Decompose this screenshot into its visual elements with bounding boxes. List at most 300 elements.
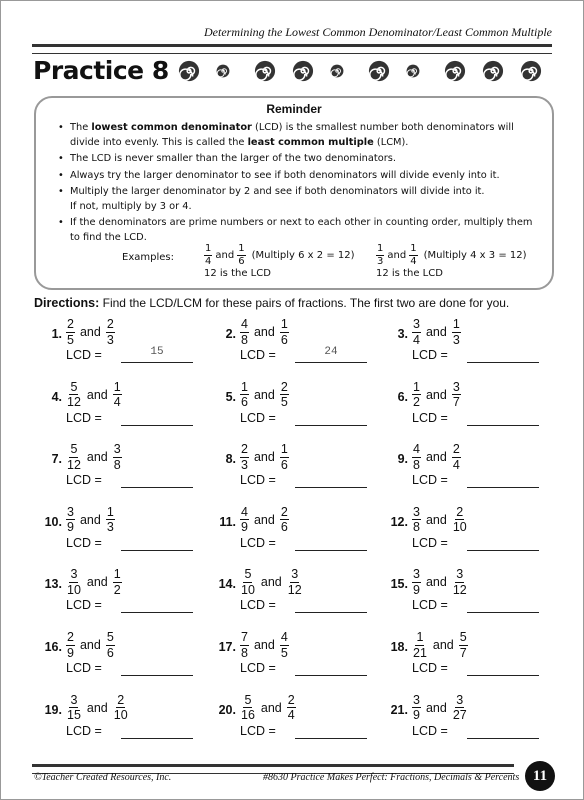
example-2: [376, 244, 527, 279]
numerator: 1: [280, 442, 288, 457]
answer-blank-line: [467, 738, 539, 739]
spiral-icon: [406, 64, 420, 78]
problem-item: [36, 568, 206, 624]
fraction: [376, 244, 384, 267]
answer-blank-line: [121, 487, 193, 488]
lcd-label: LCD =: [240, 473, 276, 488]
fraction: [452, 694, 468, 722]
lcd-label: LCD =: [240, 410, 276, 425]
spiral-icon: [292, 60, 314, 82]
numerator: 1: [238, 243, 245, 254]
answer-blank-line: [467, 675, 539, 676]
denominator: 4: [452, 457, 460, 472]
spiral-icon: [482, 60, 504, 82]
spiral-icon: [520, 60, 542, 82]
numerator: 1: [377, 243, 384, 254]
denominator: 4: [413, 332, 420, 347]
numerator: 2: [452, 442, 460, 457]
denominator: 15: [67, 708, 81, 723]
fraction: [452, 318, 461, 346]
fraction: [106, 631, 115, 659]
fraction: [106, 506, 115, 534]
numerator: 2: [106, 317, 114, 331]
numerator: 2: [456, 504, 464, 519]
fraction: [459, 631, 468, 659]
answer-blank-line: [295, 675, 367, 676]
and-word: and: [425, 325, 447, 339]
problem-item: [382, 318, 552, 374]
denominator: 5: [280, 395, 288, 410]
problem-item: [36, 694, 206, 750]
fraction: [240, 318, 249, 346]
fraction: [240, 631, 249, 659]
answer-blank-line: [295, 612, 367, 613]
problem-number: 16.: [44, 640, 62, 654]
numerator: 1: [106, 504, 114, 519]
fraction-pair: [240, 443, 289, 471]
fraction: [240, 506, 249, 534]
footer-book-title: #8630 Practice Makes Perfect: Fractions, Decimals & Percents: [263, 772, 520, 783]
reminder-bullet: • The LCD is never smaller than the larger of the two denominators.: [54, 152, 544, 167]
denominator: 3: [106, 332, 114, 347]
problem-number: 18.: [390, 640, 408, 654]
fraction-pair: [66, 694, 129, 722]
fraction-pair: [66, 568, 122, 596]
lcd-label: LCD =: [66, 348, 102, 362]
denominator: 4: [205, 256, 212, 267]
numerator: 2: [67, 317, 74, 331]
fraction-pair: [66, 506, 115, 534]
problem-number: 2.: [225, 327, 236, 341]
denominator: 8: [241, 332, 248, 347]
reminder-bullet: • Multiply the larger denominator by 2 and see if both denominators will divide into it. If not, multiply by 3 or 4.: [54, 185, 490, 214]
denominator: 3: [452, 332, 460, 347]
fraction: [412, 568, 421, 596]
fraction: [240, 694, 256, 722]
numerator: 1: [280, 317, 288, 331]
denominator: 8: [413, 457, 420, 472]
denominator: 10: [113, 708, 128, 723]
and-word: and: [79, 638, 101, 652]
example-note: (Multiply 6 x 2 = 12): [251, 250, 355, 261]
denominator: 10: [241, 582, 255, 597]
denominator: 2: [113, 582, 121, 597]
denominator: 9: [413, 582, 420, 597]
numerator: 4: [413, 442, 420, 457]
numerator: 1: [113, 379, 121, 394]
and-word: and: [425, 450, 447, 465]
problem-number: 13.: [44, 577, 62, 592]
example-note: (Multiply 4 x 3 = 12): [423, 250, 527, 261]
fraction: [66, 506, 75, 534]
answer-blank-line: [121, 738, 193, 739]
fraction-pair: [240, 694, 296, 722]
problem-item: [382, 631, 552, 687]
fraction: [66, 318, 75, 346]
and-word: and: [253, 450, 275, 465]
fraction: [280, 631, 289, 659]
and-word: and: [215, 250, 235, 261]
lcd-label: LCD =: [240, 661, 276, 675]
reminder-box: [34, 96, 554, 290]
denominator: 6: [280, 332, 288, 347]
denominator: 10: [67, 582, 81, 597]
denominator: 12: [452, 582, 467, 597]
fraction: [204, 244, 212, 267]
problem-number: 6.: [397, 389, 408, 404]
fraction: [66, 631, 75, 659]
reminder-bullet: [54, 121, 544, 150]
fraction-pair: [240, 506, 289, 534]
fraction: [106, 318, 115, 346]
fraction: [237, 244, 245, 267]
denominator: 9: [67, 645, 74, 660]
denominator: 6: [238, 256, 245, 267]
problem-item: [210, 694, 380, 750]
denominator: 4: [410, 256, 417, 267]
fraction: [287, 568, 303, 596]
denominator: 4: [113, 395, 121, 410]
numerator: 5: [70, 442, 78, 457]
fraction-pair: [66, 381, 122, 409]
spiral-row: [178, 60, 558, 88]
fraction: [412, 318, 421, 346]
lcd-label: LCD =: [240, 535, 276, 550]
numerator: 1: [416, 630, 424, 644]
lcd-label: LCD =: [240, 348, 276, 362]
problem-number: 5.: [225, 389, 236, 404]
answer-blank-line: [467, 550, 539, 551]
answer-blank-line: [121, 675, 193, 676]
fraction-pair: [240, 381, 289, 409]
lcd-label: LCD =: [66, 661, 102, 675]
fraction-pair: [412, 318, 461, 346]
numerator: 1: [413, 379, 420, 394]
denominator: 5: [67, 332, 74, 347]
spiral-icon: [444, 60, 466, 82]
fraction: [452, 568, 468, 596]
problem-item: [36, 318, 206, 374]
lcd-label: LCD =: [240, 723, 276, 738]
fraction: [452, 381, 461, 409]
denominator: 3: [377, 256, 384, 267]
answer-field[interactable]: 24: [324, 346, 338, 358]
denominator: 6: [106, 645, 114, 660]
fraction: [66, 568, 82, 596]
fraction: [280, 318, 289, 346]
spiral-icon: [216, 64, 230, 78]
denominator: 3: [106, 520, 114, 535]
numerator: 4: [241, 317, 248, 331]
and-word: and: [86, 700, 108, 715]
answer-blank-line: [121, 425, 193, 426]
numerator: 3: [413, 504, 420, 519]
fraction-pair: [66, 318, 115, 346]
denominator: 12: [287, 582, 302, 597]
numerator: 3: [70, 567, 78, 582]
numerator: 5: [459, 630, 467, 644]
denominator: 12: [67, 457, 81, 472]
numerator: 7: [241, 630, 248, 644]
top-rule: [32, 44, 552, 54]
problem-item: [382, 506, 552, 562]
numerator: 2: [287, 692, 295, 707]
examples-label: Examples:: [122, 252, 174, 263]
lcd-label: LCD =: [412, 661, 448, 675]
problem-number: 4.: [51, 389, 62, 404]
answer-blank-line: [295, 738, 367, 739]
answer-blank-line: [295, 487, 367, 488]
denominator: 4: [287, 708, 295, 723]
lcd-label: LCD =: [412, 410, 448, 425]
answer-blank-line: [121, 362, 193, 363]
example-result: 12 is the LCD: [204, 268, 271, 279]
numerator: 3: [70, 692, 78, 707]
fraction: [412, 381, 421, 409]
numerator: 1: [241, 379, 248, 394]
problem-number: 15.: [390, 577, 408, 592]
spiral-icon: [178, 60, 200, 82]
spiral-icon: [254, 60, 276, 82]
numerator: 1: [452, 317, 460, 331]
directions-text: Find the LCD/LCM for these pairs of fractions. The first two are done for you.: [102, 296, 510, 310]
lcd-label: LCD =: [412, 598, 448, 613]
answer-field[interactable]: 15: [150, 346, 164, 358]
numerator: 5: [244, 567, 252, 582]
bullet-text: (LCM).: [373, 136, 409, 148]
and-word: and: [253, 387, 275, 402]
fraction: [412, 694, 421, 722]
problem-item: [36, 381, 206, 437]
denominator: 2: [413, 395, 420, 410]
reminder-title: Reminder: [266, 102, 322, 116]
and-word: and: [425, 575, 447, 590]
problem-number: 3.: [397, 327, 408, 341]
bullet-bold: least common multiple: [247, 136, 374, 148]
and-word: and: [86, 450, 108, 465]
problem-item: [36, 443, 206, 499]
answer-blank-line: [467, 612, 539, 613]
and-word: and: [425, 700, 447, 715]
fraction-pair: [240, 318, 289, 346]
numerator: 1: [113, 567, 121, 582]
reminder-list: [54, 121, 544, 247]
numerator: 3: [452, 379, 460, 394]
lcd-label: LCD =: [66, 723, 102, 738]
problem-number: 12.: [390, 514, 408, 529]
and-word: and: [253, 512, 275, 527]
and-word: and: [425, 387, 447, 402]
fraction: [240, 443, 249, 471]
fraction: [412, 506, 421, 534]
problem-number: 14.: [218, 577, 236, 592]
denominator: 5: [280, 645, 288, 660]
fraction-pair: [412, 381, 461, 409]
fraction: [452, 443, 461, 471]
answer-blank-line: [295, 362, 367, 363]
fraction-pair: [66, 443, 122, 471]
numerator: 2: [117, 692, 125, 707]
numerator: 4: [241, 504, 248, 519]
denominator: 8: [113, 457, 121, 472]
numerator: 4: [280, 630, 288, 644]
lcd-label: LCD =: [66, 410, 102, 425]
lcd-label: LCD =: [412, 723, 448, 738]
lcd-label: LCD =: [412, 473, 448, 488]
fraction-pair: [412, 568, 468, 596]
example-result: 12 is the LCD: [376, 268, 443, 279]
numerator: 3: [113, 442, 121, 457]
fraction: [412, 443, 421, 471]
and-word: and: [260, 700, 282, 715]
numerator: 3: [291, 567, 299, 582]
fraction: [66, 381, 82, 409]
denominator: 7: [452, 395, 460, 410]
fraction: [113, 568, 122, 596]
problem-number: 8.: [225, 452, 236, 467]
problem-item: [382, 568, 552, 624]
fraction: [113, 443, 122, 471]
problem-item: [210, 318, 380, 374]
numerator: 5: [70, 379, 78, 394]
denominator: 9: [67, 520, 74, 535]
problem-item: [382, 381, 552, 437]
lcd-label: LCD =: [66, 598, 102, 613]
denominator: 21: [413, 645, 427, 660]
fraction: [412, 631, 428, 659]
denominator: 10: [452, 520, 467, 535]
bullet-text: (LCD) is the smallest number both denominators will divide into evenly. This is called the: [70, 122, 514, 148]
numerator: 3: [456, 567, 464, 582]
numerator: 2: [280, 504, 288, 519]
answer-blank-line: [467, 425, 539, 426]
lcd-label: LCD =: [412, 348, 448, 362]
fraction: [240, 568, 256, 596]
example-1: [204, 244, 355, 279]
problem-number: 11.: [219, 514, 236, 529]
answer-blank-line: [121, 550, 193, 551]
fraction: [280, 381, 289, 409]
fraction: [66, 443, 82, 471]
answer-blank-line: [467, 362, 539, 363]
fraction-pair: [412, 506, 468, 534]
spiral-icon: [330, 64, 344, 78]
problem-number: 10.: [44, 514, 62, 529]
denominator: 8: [241, 645, 248, 660]
denominator: 27: [452, 708, 467, 723]
problem-number: 20.: [218, 702, 236, 717]
denominator: 6: [241, 395, 248, 410]
fraction: [280, 506, 289, 534]
numerator: 3: [413, 567, 420, 582]
problem-item: [210, 443, 380, 499]
top-title: Determining the Lowest Common Denominator/Least Common Multiple: [204, 25, 552, 39]
and-word: and: [86, 575, 108, 590]
directions: [34, 296, 509, 310]
problem-item: [210, 381, 380, 437]
denominator: 7: [459, 645, 467, 660]
problem-number: 17.: [218, 640, 236, 654]
problem-item: [36, 631, 206, 687]
denominator: 8: [413, 520, 420, 535]
lcd-label: LCD =: [66, 535, 102, 550]
fraction: [66, 694, 82, 722]
fraction-pair: [240, 631, 289, 659]
directions-label: Directions:: [34, 296, 100, 310]
numerator: 2: [241, 442, 248, 457]
and-word: and: [432, 638, 454, 652]
lcd-label: LCD =: [240, 598, 276, 613]
numerator: 1: [205, 243, 212, 254]
fraction: [287, 694, 296, 722]
fraction: [240, 381, 249, 409]
fraction: [113, 381, 122, 409]
and-word: and: [86, 387, 108, 402]
spiral-icon: [368, 60, 390, 82]
problem-item: [210, 568, 380, 624]
lcd-label: LCD =: [412, 535, 448, 550]
fraction-pair: [412, 631, 468, 659]
fraction-pair: [412, 443, 461, 471]
numerator: 2: [67, 630, 74, 644]
and-word: and: [253, 325, 275, 339]
and-word: and: [260, 575, 282, 590]
problem-number: 7.: [51, 452, 62, 467]
and-word: and: [425, 512, 447, 527]
bullet-text: The: [70, 122, 92, 133]
fraction: [113, 694, 129, 722]
denominator: 6: [280, 457, 288, 472]
denominator: 3: [241, 457, 248, 472]
problem-number: 1.: [51, 327, 62, 341]
numerator: 3: [67, 504, 74, 519]
and-word: and: [253, 638, 275, 652]
fraction-pair: [240, 568, 303, 596]
reminder-bullet: • Always try the larger denominator to see if both denominators will divide evenly into it.: [54, 169, 544, 184]
lcd-label: LCD =: [66, 473, 102, 488]
fraction-pair: [66, 631, 115, 659]
denominator: 9: [413, 708, 420, 723]
footer-copyright: ©Teacher Created Resources, Inc.: [34, 772, 172, 783]
numerator: 5: [244, 692, 252, 707]
practice-title: Practice 8: [33, 56, 169, 85]
denominator: 16: [241, 708, 255, 723]
answer-blank-line: [467, 487, 539, 488]
fraction-pair: [412, 694, 468, 722]
denominator: 12: [67, 395, 81, 410]
fraction: [452, 506, 468, 534]
numerator: 1: [410, 243, 417, 254]
problem-number: 21.: [390, 702, 408, 717]
problem-item: [36, 506, 206, 562]
reminder-bullet: • If the denominators are prime numbers or next to each other in counting order, multiply them to find the LCD.: [54, 216, 544, 245]
answer-blank-line: [121, 612, 193, 613]
numerator: 3: [413, 692, 420, 707]
page-number-badge: 11: [525, 761, 555, 791]
numerator: 3: [456, 692, 464, 707]
bullet-bold: lowest common denominator: [91, 122, 252, 133]
problem-item: [210, 631, 380, 687]
problem-item: [382, 443, 552, 499]
fraction: [280, 443, 289, 471]
and-word: and: [79, 512, 101, 527]
denominator: 6: [280, 520, 288, 535]
numerator: 3: [413, 317, 420, 331]
and-word: and: [387, 250, 407, 261]
answer-blank-line: [295, 425, 367, 426]
problem-number: 19.: [44, 702, 62, 717]
numerator: 2: [280, 379, 288, 394]
